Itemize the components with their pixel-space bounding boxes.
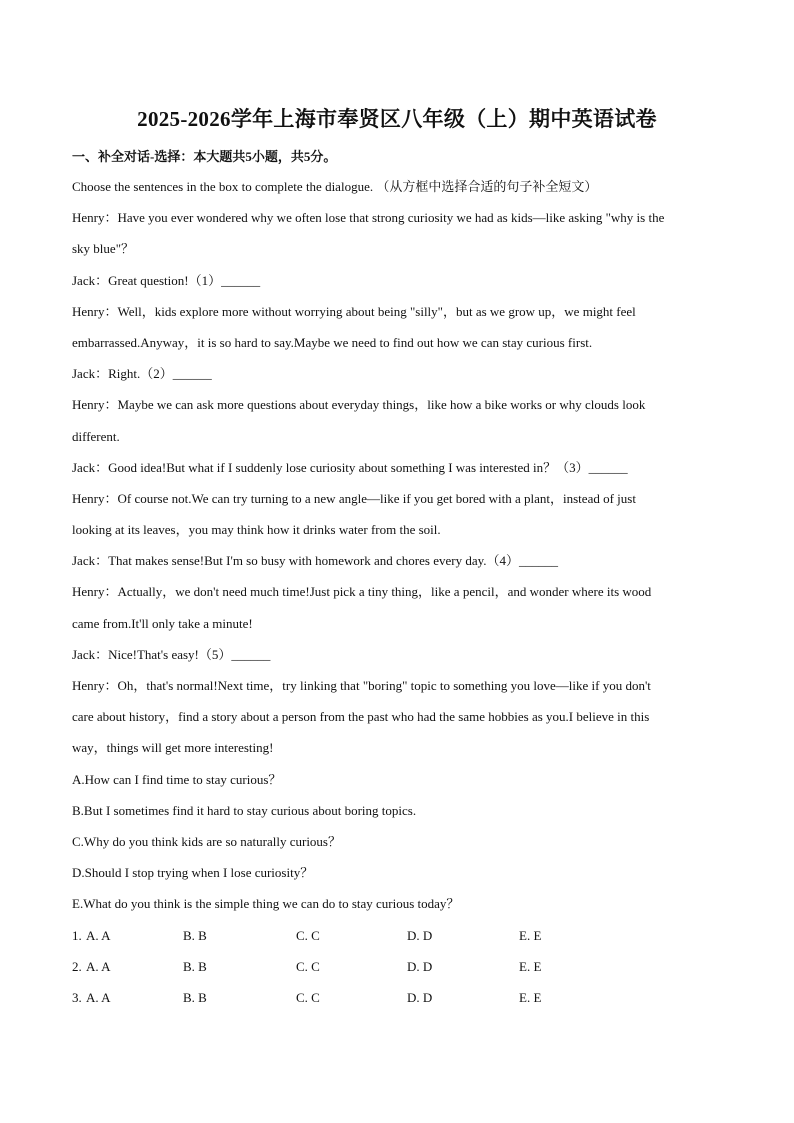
dialogue-line: Jack：Good idea!But what if I suddenly lose curiosity about something I was interested in？（3）______ [72, 459, 628, 475]
dialogue-line: looking at its leaves，you may think how it drinks water from the soil. [72, 522, 441, 538]
option-c[interactable]: C. C [296, 989, 320, 1005]
option-a[interactable]: A. A [86, 958, 111, 974]
option-a[interactable]: A. A [86, 989, 111, 1005]
dialogue-line: Henry：Maybe we can ask more questions about everyday things，like how a bike works or why clouds look [72, 397, 646, 413]
dialogue-line: Henry：Have you ever wondered why we often lose that strong curiosity we had as kids—like asking "why is the [72, 210, 665, 226]
dialogue-line: Jack：Great question!（1）______ [72, 272, 261, 288]
choice-sentence: E.What do you think is the simple thing we can do to stay curious today？ [72, 896, 460, 912]
option-a[interactable]: A. A [86, 927, 111, 943]
option-e[interactable]: E. E [519, 958, 542, 974]
choice-sentence: A.How can I find time to stay curious？ [72, 771, 282, 787]
question-number: 2. [72, 958, 82, 974]
dialogue-line: Jack：That makes sense!But I'm so busy with homework and chores every day.（4）______ [72, 553, 559, 569]
dialogue-line: embarrassed.Anyway，it is so hard to say.Maybe we need to find out how we can stay curious first. [72, 334, 593, 350]
dialogue-line: care about history，find a story about a person from the past who had the same hobbies as you.I believe in this [72, 709, 650, 725]
section-heading: 一、补全对话-选择：本大题共5小题，共5分。 [72, 149, 337, 164]
choice-sentence: C.Why do you think kids are so naturally curious？ [72, 833, 341, 849]
option-b[interactable]: B. B [183, 927, 207, 943]
dialogue-line: Henry：Oh，that's normal!Next time，try linking that "boring" topic to something you love—like if you don't [72, 678, 651, 693]
option-c[interactable]: C. C [296, 958, 320, 974]
dialogue-line: sky blue"？ [72, 241, 134, 257]
option-c[interactable]: C. C [296, 927, 320, 943]
question-options-row [72, 982, 722, 1013]
choice-sentence: B.But I sometimes find it hard to stay curious about boring topics. [72, 802, 417, 818]
question-number: 3. [72, 989, 82, 1005]
dialogue-line: came from.It'll only take a minute! [72, 615, 253, 631]
dialogue-line: Jack：Right.（2）______ [72, 366, 212, 382]
dialogue-line: different. [72, 428, 120, 444]
option-e[interactable]: E. E [519, 989, 542, 1005]
instruction-line: Choose the sentences in the box to complete the dialogue. （从方框中选择合适的句子补全短文） [72, 179, 598, 194]
dialogue-line: Jack：Nice!That's easy!（5）______ [72, 646, 271, 662]
dialogue-line: Henry：Well，kids explore more without worrying about being "silly"，but as we grow up，we might feel [72, 303, 636, 319]
question-options-row [72, 920, 722, 951]
dialogue-line: Henry：Actually，we don't need much time!Just pick a tiny thing，like a pencil，and wonder where its wood [72, 584, 652, 600]
dialogue-line: Henry：Of course not.We can try turning to a new angle—like if you get bored with a plant，instead of just [72, 490, 636, 506]
choice-sentence: D.Should I stop trying when I lose curiosity？ [72, 865, 314, 881]
option-d[interactable]: D. D [407, 989, 433, 1005]
option-b[interactable]: B. B [183, 958, 207, 974]
question-options-row [72, 951, 722, 982]
option-d[interactable]: D. D [407, 958, 433, 974]
dialogue-body [72, 171, 722, 1013]
dialogue-line: way，things will get more interesting! [72, 740, 274, 756]
option-d[interactable]: D. D [407, 927, 433, 943]
exam-title: 2025-2026学年上海市奉贤区八年级（上）期中英语试卷 [137, 107, 657, 131]
option-b[interactable]: B. B [183, 989, 207, 1005]
option-e[interactable]: E. E [519, 927, 542, 943]
question-number: 1. [72, 927, 82, 943]
